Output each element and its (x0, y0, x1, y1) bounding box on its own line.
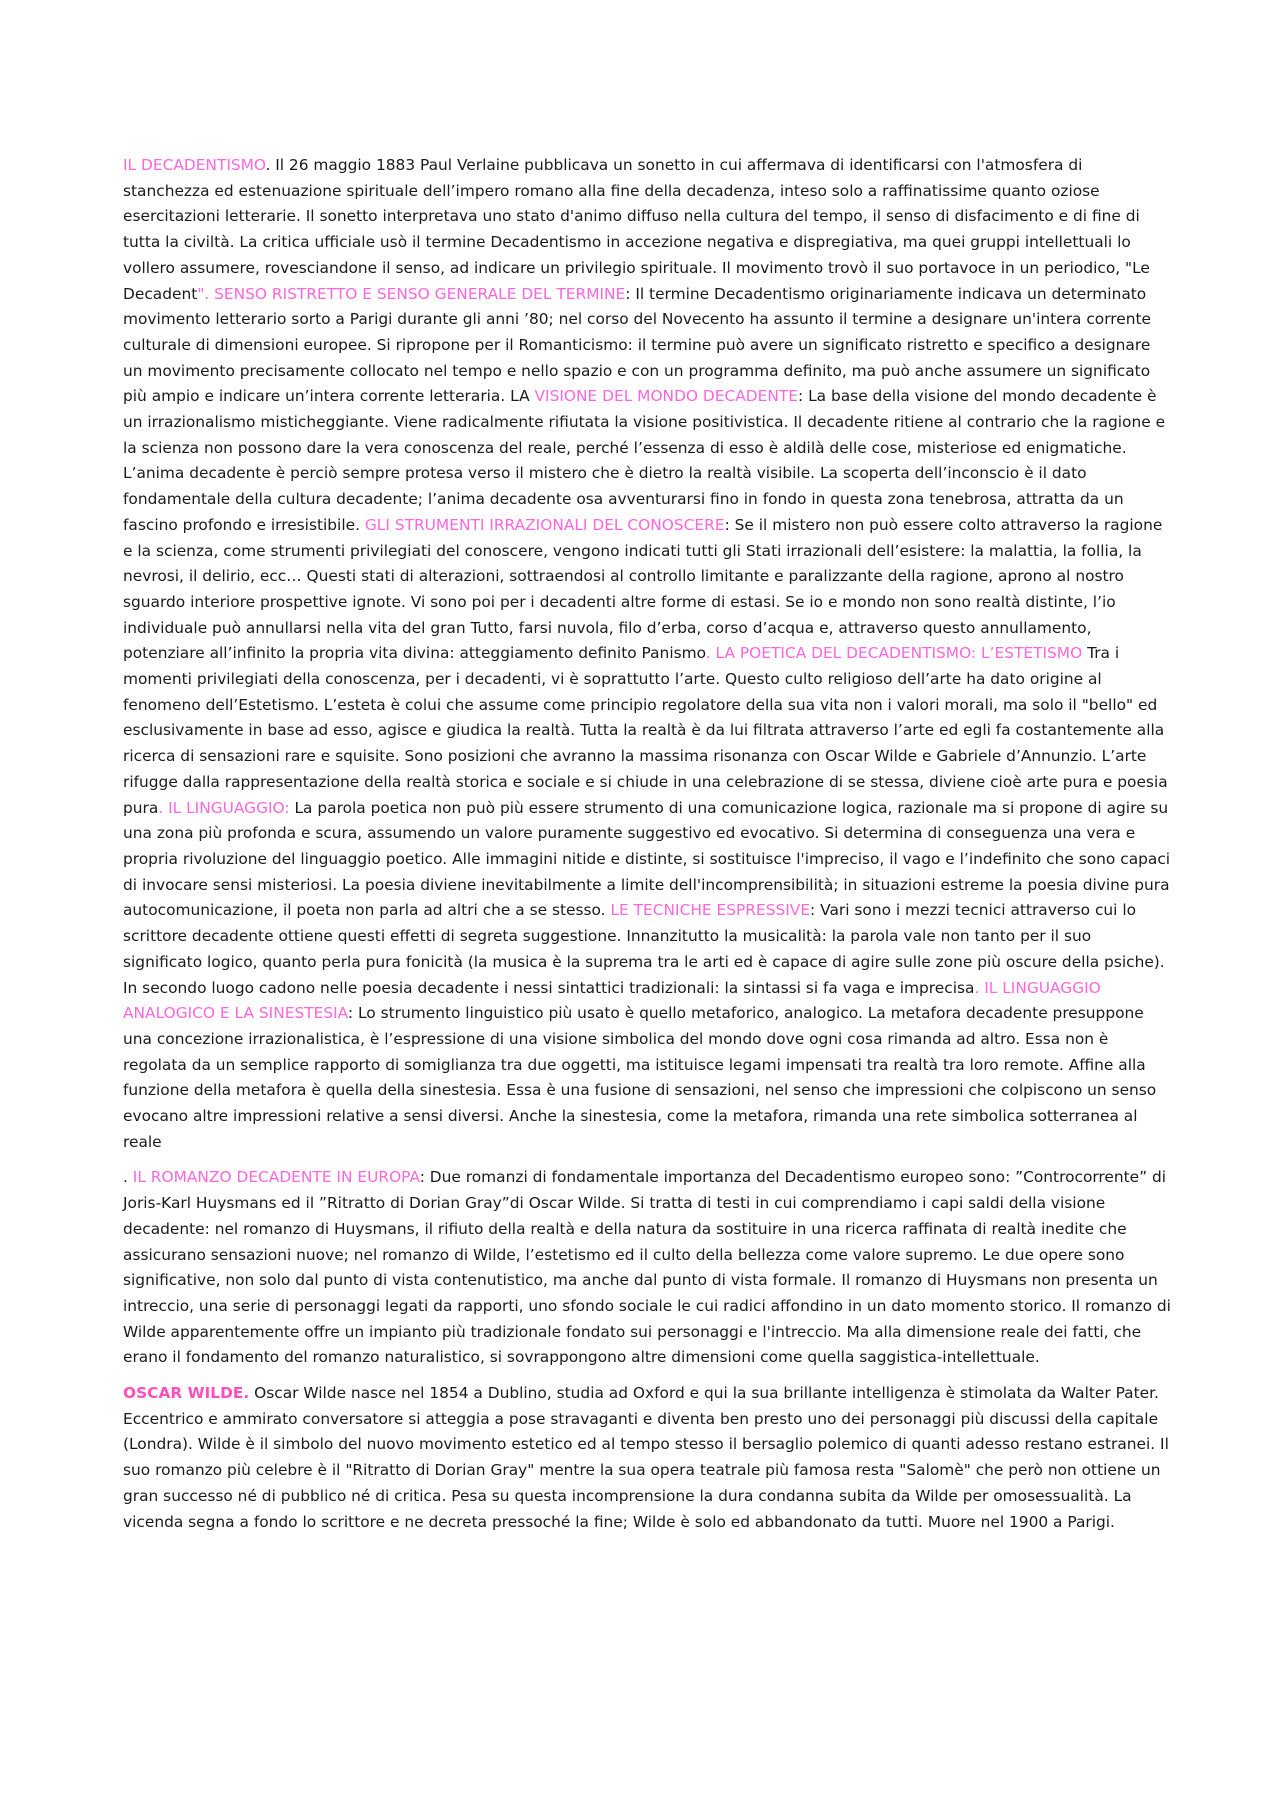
body-text: : Se il mistero non può essere colto attraverso la ragione e la scienza, come strumenti privilegiati del conoscere, vengono indicati tutti gli Stati irrazionali dell’esistere: la malattia, la follia, la nevrosi, il delirio, ecc… Questi stati di alterazioni, sottraendosi al controllo limitante e paralizzante della ragione, aprono al nostro sguardo interiore prospettive ignote. Vi sono poi per i decadenti altre forme di estasi. Se io e mondo non sono realtà distinte, l’io individuale può annullarsi nella vita del gran Tutto, farsi nuvola, filo d’erba, corso d’acqua e, attraverso questo annullamento, potenziare all’infinito la propria vita divina: atteggiamento definito Panismo (123, 515, 1163, 663)
heading-strumenti-irrazionali: GLI STRUMENTI IRRAZIONALI DEL CONOSCERE (364, 515, 725, 534)
paragraph-decadentismo (123, 153, 1171, 1155)
paragraph-romanzo-decadente (123, 1165, 1171, 1371)
body-text: : Lo strumento linguistico più usato è quello metaforico, analogico. La metafora decadente presuppone una concezione irrazionalistica, è l’espressione di una visione simbolica del mondo dove ogni cosa rimanda ad altro. Essa non è regolata da un semplice rapporto di somiglianza tra due oggetti, ma istituisce legami impensati tra realtà tra loro remote. Affine alla funzione della metafora è quella della sinestesia. Essa è una fusione di sensazioni, nel senso che impressioni che colpiscono un senso evocano altre impressioni relative a sensi diversi. Anche la sinestesia, come la metafora, rimanda una rete simbolica sotterranea al reale (123, 1004, 1157, 1151)
heading-linguaggio-analogico: . IL LINGUAGGIO ANALOGICO E LA SINESTESIA (123, 978, 1101, 1023)
body-text: : Vari sono i mezzi tecnici attraverso cui lo scrittore decadente ottiene questi effetti di segreta suggestione. Innanzitutto la musicalità: la parola vale non tanto per il suo significato logico, quanto perla pura fonicità (la musica è la suprema tra le arti ed è capace di agire sulle zone più oscure della psiche). In secondo luogo cadono nelle poesia decadente i nessi sintattici tradizionali: la sintassi si fa vaga e imprecisa (123, 901, 1165, 997)
heading-il-linguaggio: . IL LINGUAGGIO: (158, 798, 290, 817)
body-text: . Il 26 maggio 1883 Paul Verlaine pubblicava un sonetto in cui affermava di identificarsi con l'atmosfera di stanchezza ed estenuazione spirituale dell’impero romano alla fine della decadenza, inteso solo a raffinatissime quanto oziose esercitazioni letterarie. Il sonetto interpretava uno stato d'animo diffuso nella cultura del tempo, il senso di disfacimento e di fine di tutta la civiltà. La critica ufficiale usò il termine Decadentismo in accezione negativa e dispregiativa, ma quei gruppi intellettuali lo vollero assumere, rovesciandone il senso, ad indicare un privilegio spirituale. Il movimento trovò il suo portavoce in un periodico, "Le Decadent (123, 156, 1150, 303)
body-text: : Due romanzi di fondamentale importanza del Decadentismo europeo sono: ”Controcorrente” di Joris-Karl Huysmans ed il ”Ritratto di Dorian Gray”di Oscar Wilde. Si tratta di testi in cui comprendiamo i capi saldi della visione decadente: nel romanzo di Huysmans, il rifiuto della realtà e della natura da sostituire in una ricerca raffinata di realtà inedite che assicurano sensazioni nuove; nel romanzo di Wilde, l’estetismo ed il culto della bellezza come valore supremo. Le due opere sono significative, non solo dal punto di vista contenutistico, ma anche dal punto di vista formale. Il romanzo di Huysmans non presenta un intreccio, una serie di personaggi legati da rapporti, uno sfondo sociale le cui radici affondino in un dato momento storico. Il romanzo di Wilde apparentemente offre un impianto più tradizionale fondato sui personaggi e l'intreccio. Ma alla dimensione reale dei fatti, che erano il fondamento del romanzo naturalistico, si sovrappongono altre dimensioni come quella saggistica-intellettuale. (123, 1168, 1171, 1367)
heading-poetica-estetismo: . LA POETICA DEL DECADENTISMO: L’ESTETISMO (705, 644, 1083, 663)
heading-senso-ristretto: ". SENSO RISTRETTO E SENSO GENERALE DEL TERMINE (197, 284, 626, 303)
body-text: Oscar Wilde nasce nel 1854 a Dublino, studia ad Oxford e qui la sua brillante intelligenza è stimolata da Walter Pater. Eccentrico e ammirato conversatore si atteggia a pose stravaganti e diventa ben presto uno dei personaggi più discussi della capitale (Londra). Wilde è il simbolo del nuovo movimento estetico ed al tempo stesso il bersaglio polemico di quanti adesso restano estranei. Il suo romanzo più celebre è il "Ritratto di Dorian Gray" mentre la sua opera teatrale più famosa resta "Salomè" che però non ottiene un gran successo né di pubblico né di critica. Pesa su questa incomprensione la dura condanna subita da Wilde per omosessualità. La vicenda segna a fondo lo scrittore e ne decreta pressoché la fine; Wilde è solo ed abbandonato da tutti. Muore nel 1900 a Parigi. (123, 1384, 1169, 1531)
heading-oscar-wilde: OSCAR WILDE. (123, 1384, 250, 1403)
document-page (123, 153, 1171, 1535)
heading-il-decadentismo: IL DECADENTISMO (123, 156, 266, 174)
heading-romanzo-decadente: IL ROMANZO DECADENTE IN EUROPA (132, 1168, 420, 1187)
body-text: Tra i momenti privilegiati della conoscenza, per i decadenti, vi è soprattutto l’arte. Questo culto religioso dell’arte ha dato origine al fenomeno dell’Estetismo. L’esteta è colui che assume come principio regolatore della sua vita non i valori morali, ma solo il "bello" ed esclusivamente in base ad esso, agisce e giudica la realtà. Tutta la realtà è da lui filtrata attraverso l’arte ed egli fa costantemente alla ricerca di sensazioni rare e squisite. Sono posizioni che avranno la massima risonanza con Oscar Wilde e Gabriele d’Annunzio. L’arte rifugge dalla rappresentazione della realtà storica e sociale e si chiude in una celebrazione di se stessa, diviene cioè arte pura e poesia pura (123, 644, 1168, 817)
heading-tecniche-espressive: LE TECNICHE ESPRESSIVE (610, 901, 811, 920)
body-text: La parola poetica non può più essere strumento di una comunicazione logica, razionale ma si propone di agire su una zona più profonda e scura, assumendo un valore puramente suggestivo ed evocativo. Si determina di conseguenza una vera e propria rivoluzione del linguaggio poetico. Alle immagini nitide e distinte, si sostituisce l'impreciso, il vago e l’indefinito che sono capaci di invocare sensi misteriosi. La poesia diviene inevitabilmente a limite dell'incomprensibilità; in situazioni estreme la poesia divine pura autocomunicazione, il poeta non parla ad altri che a se stesso. (123, 798, 1171, 920)
paragraph-oscar-wilde (123, 1381, 1171, 1535)
body-text: . (123, 1168, 133, 1187)
heading-visione-del-mondo: VISIONE DEL MONDO DECADENTE (534, 387, 798, 406)
body-text: : Il termine Decadentismo originariamente indicava un determinato movimento letterario sorto a Parigi durante gli anni ’80; nel corso del Novecento ha assunto il termine a designare un'intera corrente culturale di dimensioni europee. Si ripropone per il Romanticismo: il termine può avere un significato ristretto e specifico a designare un movimento precisamente collocato nel tempo e nello spazio e con un programma definito, ma può anche assumere un significato più ampio e indicare un’intera corrente letteraria. LA (123, 284, 1151, 406)
body-text: : La base della visione del mondo decadente è un irrazionalismo misticheggiante. Viene radicalmente rifiutata la visione positivistica. Il decadente ritiene al contrario che la ragione e la scienza non possono dare la vera conoscenza del reale, perché l’essenza di esso è aldilà delle cose, misteriose ed enigmatiche. L’anima decadente è perciò sempre protesa verso il mistero che è dietro la realtà visibile. La scoperta dell’inconscio è il dato fondamentale della cultura decadente; l’anima decadente osa avventurarsi fino in fondo in questa zona tenebrosa, attratta da un fascino profondo e irresistibile. (123, 387, 1166, 534)
